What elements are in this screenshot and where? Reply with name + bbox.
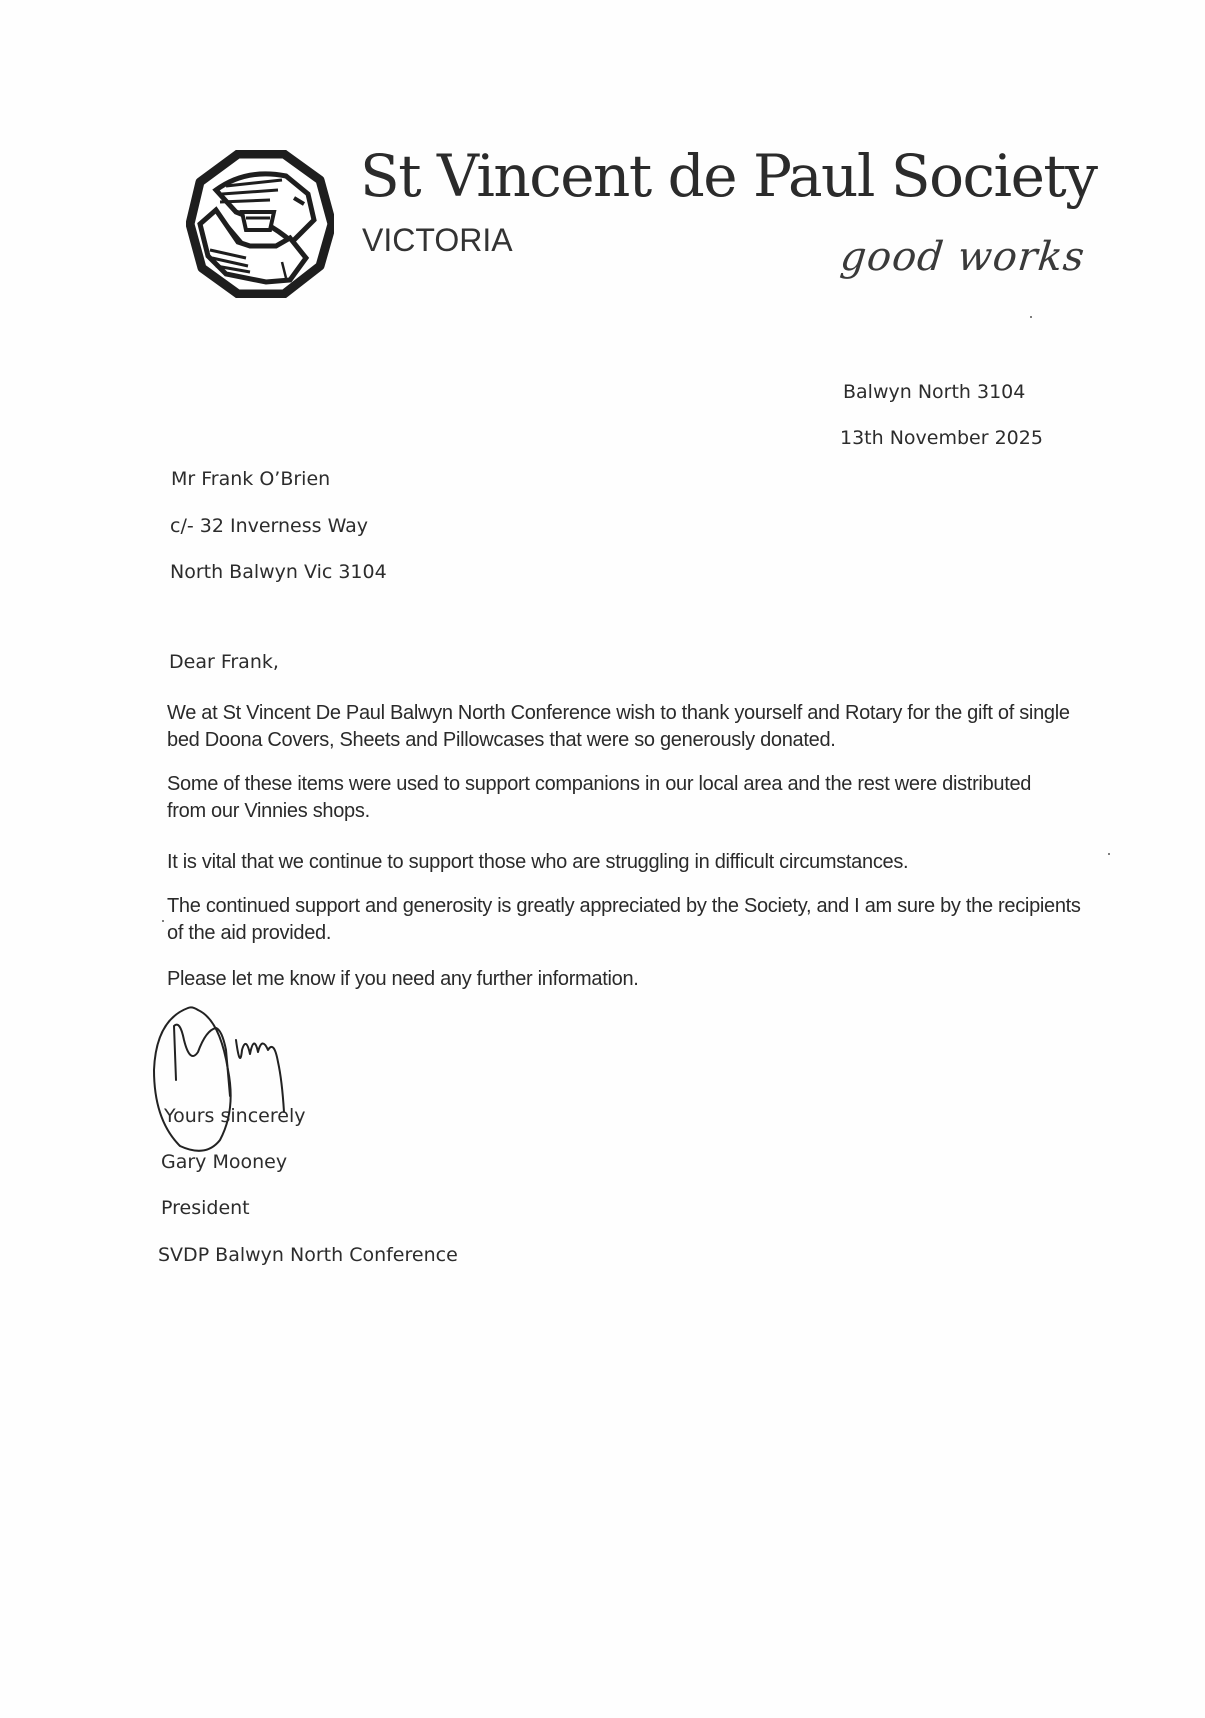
body-paragraph: It is vital that we continue to support those who are struggling in difficult circumstances.: [167, 851, 909, 873]
body-paragraph: We at St Vincent De Paul Balwyn North Conference wish to thank yourself and Rotary for the gift of single bed Doona Covers, Sheets and Pillowcases that were so generously donated.: [167, 702, 1070, 751]
organisation-name: St Vincent de Paul Society: [360, 142, 1097, 210]
body-paragraph: Some of these items were used to support companions in our local area and the rest were distributed from our Vinnies shops.: [167, 773, 1032, 822]
salutation: Dear Frank,: [169, 651, 279, 673]
tagline-text: good works: [838, 234, 1088, 280]
recipient-name: Mr Frank O’Brien: [171, 468, 331, 490]
organisation-state: VICTORIA: [362, 222, 513, 258]
sender-location: Balwyn North 3104: [843, 381, 1026, 403]
closing: Yours sincerely: [164, 1105, 306, 1127]
signer-organisation: SVDP Balwyn North Conference: [158, 1244, 458, 1266]
scan-speck: [162, 920, 164, 922]
recipient-address-line-2: North Balwyn Vic 3104: [170, 561, 387, 583]
body-paragraph: Please let me know if you need any further information.: [167, 968, 639, 990]
scan-speck: [1108, 853, 1110, 855]
tagline-handwritten: [838, 232, 1088, 302]
scan-speck: [1030, 316, 1032, 318]
handwritten-signature: [150, 1000, 325, 1155]
letter-date: 13th November 2025: [840, 427, 1043, 449]
svdp-logo-icon: [186, 150, 334, 298]
recipient-address-line-1: c/- 32 Inverness Way: [170, 515, 369, 537]
signer-name: Gary Mooney: [161, 1151, 288, 1173]
signer-title: President: [161, 1197, 250, 1219]
body-paragraph: The continued support and generosity is greatly appreciated by the Society, and I am sure by the recipients of the aid provided.: [167, 895, 1081, 944]
